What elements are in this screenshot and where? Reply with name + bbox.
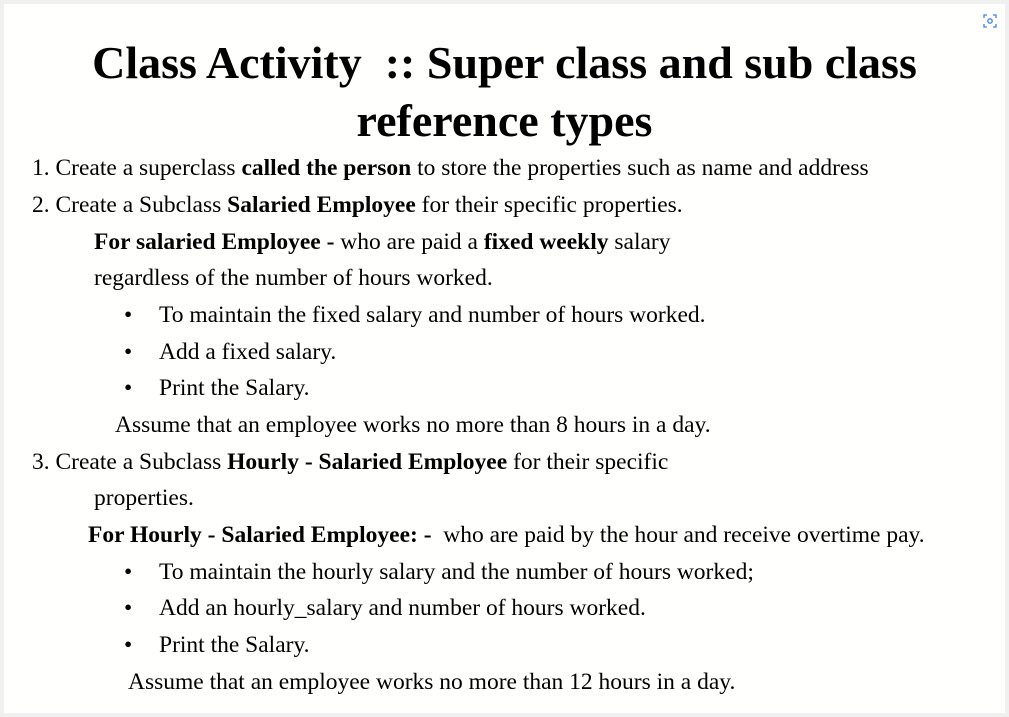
item-2-desc-end: salary — [608, 229, 671, 255]
item-2-assumption: Assume that an employee works no more than 8 hours in a day. — [115, 412, 711, 438]
item-2-desc-mid: who are paid a — [340, 229, 484, 255]
item-2-desc-bold-1: For salaried Employee - — [94, 229, 341, 255]
item-3 — [32, 447, 668, 477]
item-1 — [32, 153, 869, 183]
item-2-prefix: 2. Create a Subclass — [32, 192, 228, 218]
item-2 — [32, 190, 683, 220]
item-2-description-line-2: regardless of the number of hours worked. — [94, 265, 493, 291]
item-2-suffix: for their specific properties. — [415, 192, 683, 218]
item-3-desc-rest: who are paid by the hour and receive overtime pay. — [437, 522, 925, 548]
item-3-bullet-3: Print the Salary. — [159, 632, 310, 658]
title-line-2: reference types — [356, 95, 653, 146]
item-2-bold: Salaried Employee — [227, 192, 416, 218]
bullet-dot: • — [124, 375, 133, 401]
item-3-prefix: 3. Create a Subclass — [32, 449, 228, 475]
slide — [4, 4, 1005, 713]
item-2-desc-bold-2: fixed weekly — [483, 229, 609, 255]
item-3-continuation: properties. — [94, 485, 194, 511]
focus-mode-icon[interactable] — [983, 14, 997, 28]
item-3-desc-bold: For Hourly - Salaried Employee: - — [88, 522, 438, 548]
bullet-dot: • — [124, 302, 133, 328]
item-2-bullet-3: Print the Salary. — [159, 375, 310, 401]
item-3-assumption: Assume that an employee works no more than 12 hours in a day. — [128, 669, 736, 695]
item-1-prefix: 1. Create a superclass — [32, 155, 242, 181]
item-1-suffix: to store the properties such as name and address — [411, 155, 869, 181]
item-3-suffix: for their specific — [507, 449, 669, 475]
item-1-bold: called the person — [241, 155, 412, 181]
item-2-bullet-2: Add a fixed salary. — [159, 339, 337, 365]
slide-title — [4, 34, 1005, 150]
item-3-bold: Hourly - Salaried Employee — [227, 449, 508, 475]
bullet-dot: • — [124, 595, 133, 621]
title-line-1: Class Activity :: Super class and sub class — [92, 37, 917, 88]
item-3-description — [88, 520, 925, 550]
item-2-description — [94, 227, 671, 257]
item-3-bullet-1: To maintain the hourly salary and the number of hours worked; — [159, 559, 754, 585]
item-3-bullet-2: Add an hourly_salary and number of hours worked. — [159, 595, 646, 621]
bullet-dot: • — [124, 559, 133, 585]
bullet-dot: • — [124, 339, 133, 365]
item-2-bullet-1: To maintain the fixed salary and number of hours worked. — [159, 302, 706, 328]
bullet-dot: • — [124, 632, 133, 658]
